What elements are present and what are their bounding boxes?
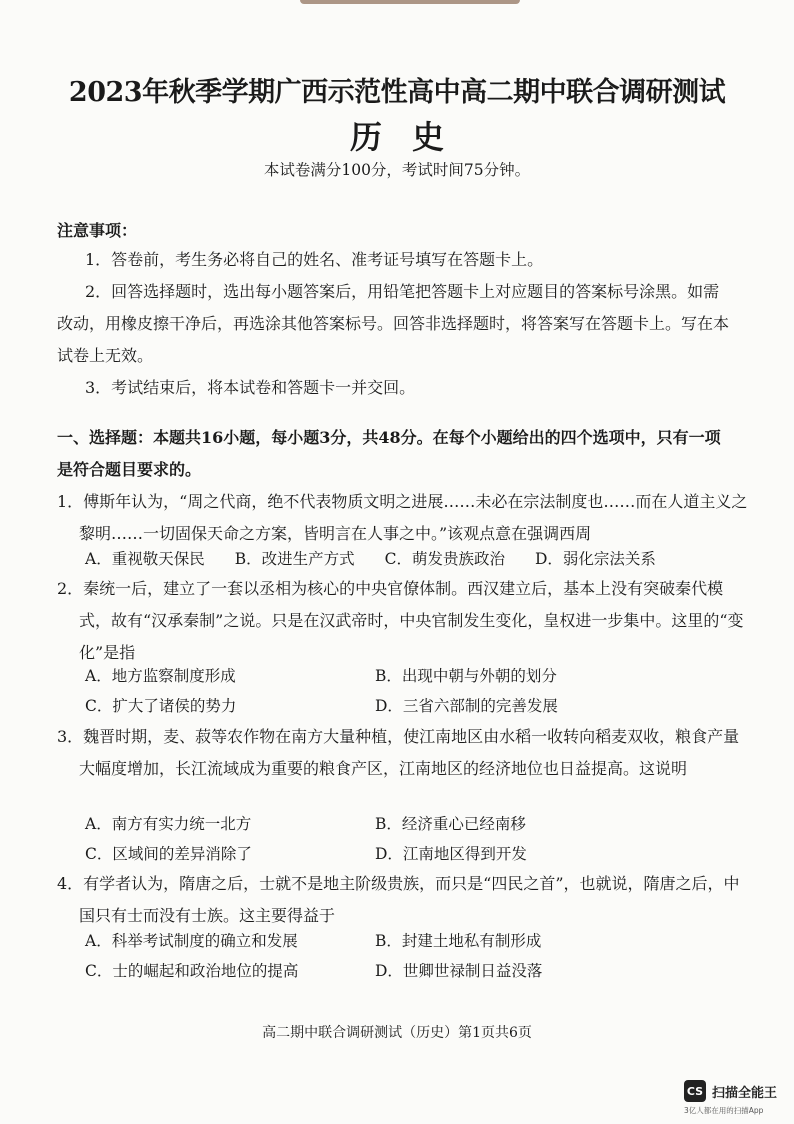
q4-option-c: C．士的崛起和政治地位的提高 xyxy=(85,962,299,980)
q2-option-a: A．地方监察制度形成 xyxy=(85,667,236,685)
q4-option-d: D．世卿世禄制日益没落 xyxy=(375,962,543,980)
scanner-watermark xyxy=(684,1080,777,1102)
exam-title: 2023年秋季学期广西示范性高中高二期中联合调研测试 xyxy=(68,77,726,108)
note-item-2: 2．回答选择题时，选出每小题答案后，用铅笔把答题卡上对应题目的答案标号涂黑。如需改动，用橡皮擦干净后，再选涂其他答案标号。回答非选择题时，将答案写在答题卡上。写在本试卷上无效。 xyxy=(57,282,730,365)
question-1-options xyxy=(85,543,725,575)
q1-option-a: A．重视敬天保民 xyxy=(85,550,205,568)
q4-option-b: B．封建土地私有制形成 xyxy=(375,932,542,950)
q3-option-c: C．区域间的差异消除了 xyxy=(85,845,252,863)
question-3-stem: 3．魏晋时期，麦、菽等农作物在南方大量种植，使江南地区由水稻一收转向稻麦双收，粮食产量大幅度增加，长江流域成为重要的粮食产区，江南地区的经济地位也日益提高。这说明 xyxy=(57,727,740,778)
exam-info: 本试卷满分100分，考试时间75分钟。 xyxy=(263,161,531,179)
scanner-app-name: 扫描全能王 xyxy=(712,1085,778,1101)
q3-option-d: D．江南地区得到开发 xyxy=(375,845,527,863)
section-heading: 一、选择题：本题共16小题，每小题3分，共48分。在每个小题给出的四个选项中，只有一项是符合题目要求的。 xyxy=(57,428,721,479)
q4-option-a: A．科举考试制度的确立和发展 xyxy=(85,932,298,950)
question-2-stem: 2．秦统一后，建立了一套以丞相为核心的中央官僚体制。西汉建立后，基本上没有突破秦代模式，故有“汉承秦制”之说。只是在汉武帝时，中央官制发生变化，皇权进一步集中。这里的“变化”是指 xyxy=(57,579,744,662)
q3-option-a: A．南方有实力统一北方 xyxy=(85,815,252,833)
q3-option-b: B．经济重心已经南移 xyxy=(375,815,526,833)
question-4-stem: 4．有学者认为，隋唐之后，士就不是地主阶级贵族，而只是“四民之首”，也就说，隋唐之后，中国只有士而没有士族。这主要得益于 xyxy=(57,874,740,925)
note-item-1: 1．答卷前，考生务必将自己的姓名、准考证号填写在答题卡上。 xyxy=(85,250,544,269)
q1-option-c: C．萌发贵族政治 xyxy=(384,550,505,568)
q2-option-b: B．出现中朝与外朝的划分 xyxy=(375,667,557,685)
scanner-tagline: 3亿人都在用的扫描App xyxy=(684,1106,764,1115)
q1-option-b: B．改进生产方式 xyxy=(234,550,355,568)
question-1-stem: 1．傅斯年认为，“周之代商，绝不代表物质文明之进展……未必在宗法制度也……而在人道主义之黎明……一切固保天命之方案，皆明言在人事之中。”该观点意在强调西周 xyxy=(57,492,748,543)
q2-option-c: C．扩大了诸侯的势力 xyxy=(85,697,237,715)
q1-option-d: D．弱化宗法关系 xyxy=(534,550,656,568)
top-edge-mark xyxy=(300,0,520,4)
note-item-3: 3．考试结束后，将本试卷和答题卡一并交回。 xyxy=(85,378,416,397)
subject-title: 历史 xyxy=(349,118,474,156)
page-footer: 高二期中联合调研测试（历史）第1页共6页 xyxy=(262,1025,532,1041)
notes-heading: 注意事项： xyxy=(57,221,138,240)
q2-option-d: D．三省六部制的完善发展 xyxy=(375,697,558,715)
camscanner-logo-icon: CS xyxy=(684,1080,706,1102)
